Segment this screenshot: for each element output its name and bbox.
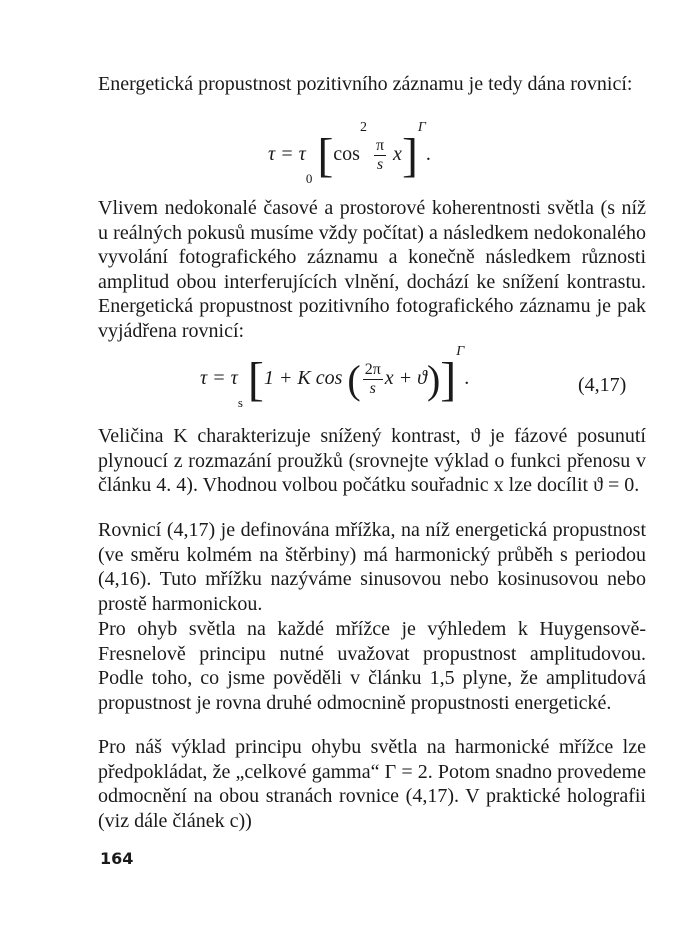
paragraph-gamma: Pro náš výklad principu ohybu světla na harmonické mřížce lze předpokládat, že „celkové gamma“ Γ = 2. Potom snadno provedeme odmocnění na obou stranách rovnice (4,17). V praktické holografii (viz dále článek c)) [98,736,646,832]
eq1-var: x [393,143,402,166]
equation-number: (4,17) [578,374,627,396]
eq1-den: s [376,156,384,173]
eq1-exp: Γ [417,120,426,135]
eq1-power: 2 [359,120,367,135]
paragraph-coherence: Vlivem nedokonalé časové a prostorové koherentnosti světla (s níž u reálných pokusů musíme vždy počítat) a následkem nedokonalého vyvolání fotografického záznamu a konečně následkem různosti amplitud obou interferujících vlnění, dochází ke snížení kontrastu. Energetická propustnost pozitivního fotografického záznamu je pak vyjádřena rovnicí: [98,197,646,342]
eq2-exp: Γ [456,344,465,359]
eq1-func: cos [333,143,360,166]
eq1-fraction [374,137,386,174]
paragraph-intro: Energetická propustnost pozitivního záznamu je tedy dána rovnicí: [98,73,633,95]
eq2-paren-open: ( [347,357,361,402]
eq1-open-bracket: [ [317,129,334,182]
eq2-lhs: τ = τ [200,367,238,390]
eq2-den: s [369,380,376,397]
page-number: 164 [100,849,134,868]
eq2-end: . [464,367,470,390]
eq2-mid: 1 + K cos [263,367,343,390]
eq2-paren-close: ) [426,357,441,402]
eq1-end: . [425,143,431,166]
equation-4-17 [200,344,470,410]
eq1-sub: 0 [305,171,313,186]
paragraph-grating: Rovnicí (4,17) je definována mřížka, na níž energetická propustnost (ve směru kolmém na štěrbiny) má harmonický průběh s periodou (4,16). Tuto mřížku nazýváme sinusovou nebo kosinusovou nebo prostě harmonickou. [98,519,646,615]
eq2-sub: s [237,395,243,410]
equation-transmission [268,120,431,186]
eq1-lhs: τ = τ [268,143,306,166]
eq2-num: 2π [364,361,381,378]
eq2-fraction [363,361,383,398]
paragraph-huygens: Pro ohyb světla na každé mřížce je výhledem k Huygensově-Fresnelově principu nutné uvažovat propustnost amplitudovou. Podle toho, co jsme pověděli v článku 1,5 plyne, že amplitudová propustnost je rovna druhé odmocnině propustnosti energetické. [98,618,646,714]
eq2-rest: x + ϑ [384,367,427,390]
paragraph-contrast: Veličina K charakterizuje snížený kontrast, ϑ je fázové posunutí plynoucí z rozmazání proužků (srovnejte výklad o funkci přenosu v článku 4. 4). Vhodnou volbou počátku souřadnic x lze docílit ϑ = 0. [98,425,646,497]
eq1-close-bracket: ] [401,129,418,182]
eq1-num: π [375,137,385,154]
eq2-open-bracket: [ [247,353,264,406]
eq2-close-bracket: ] [440,353,457,406]
